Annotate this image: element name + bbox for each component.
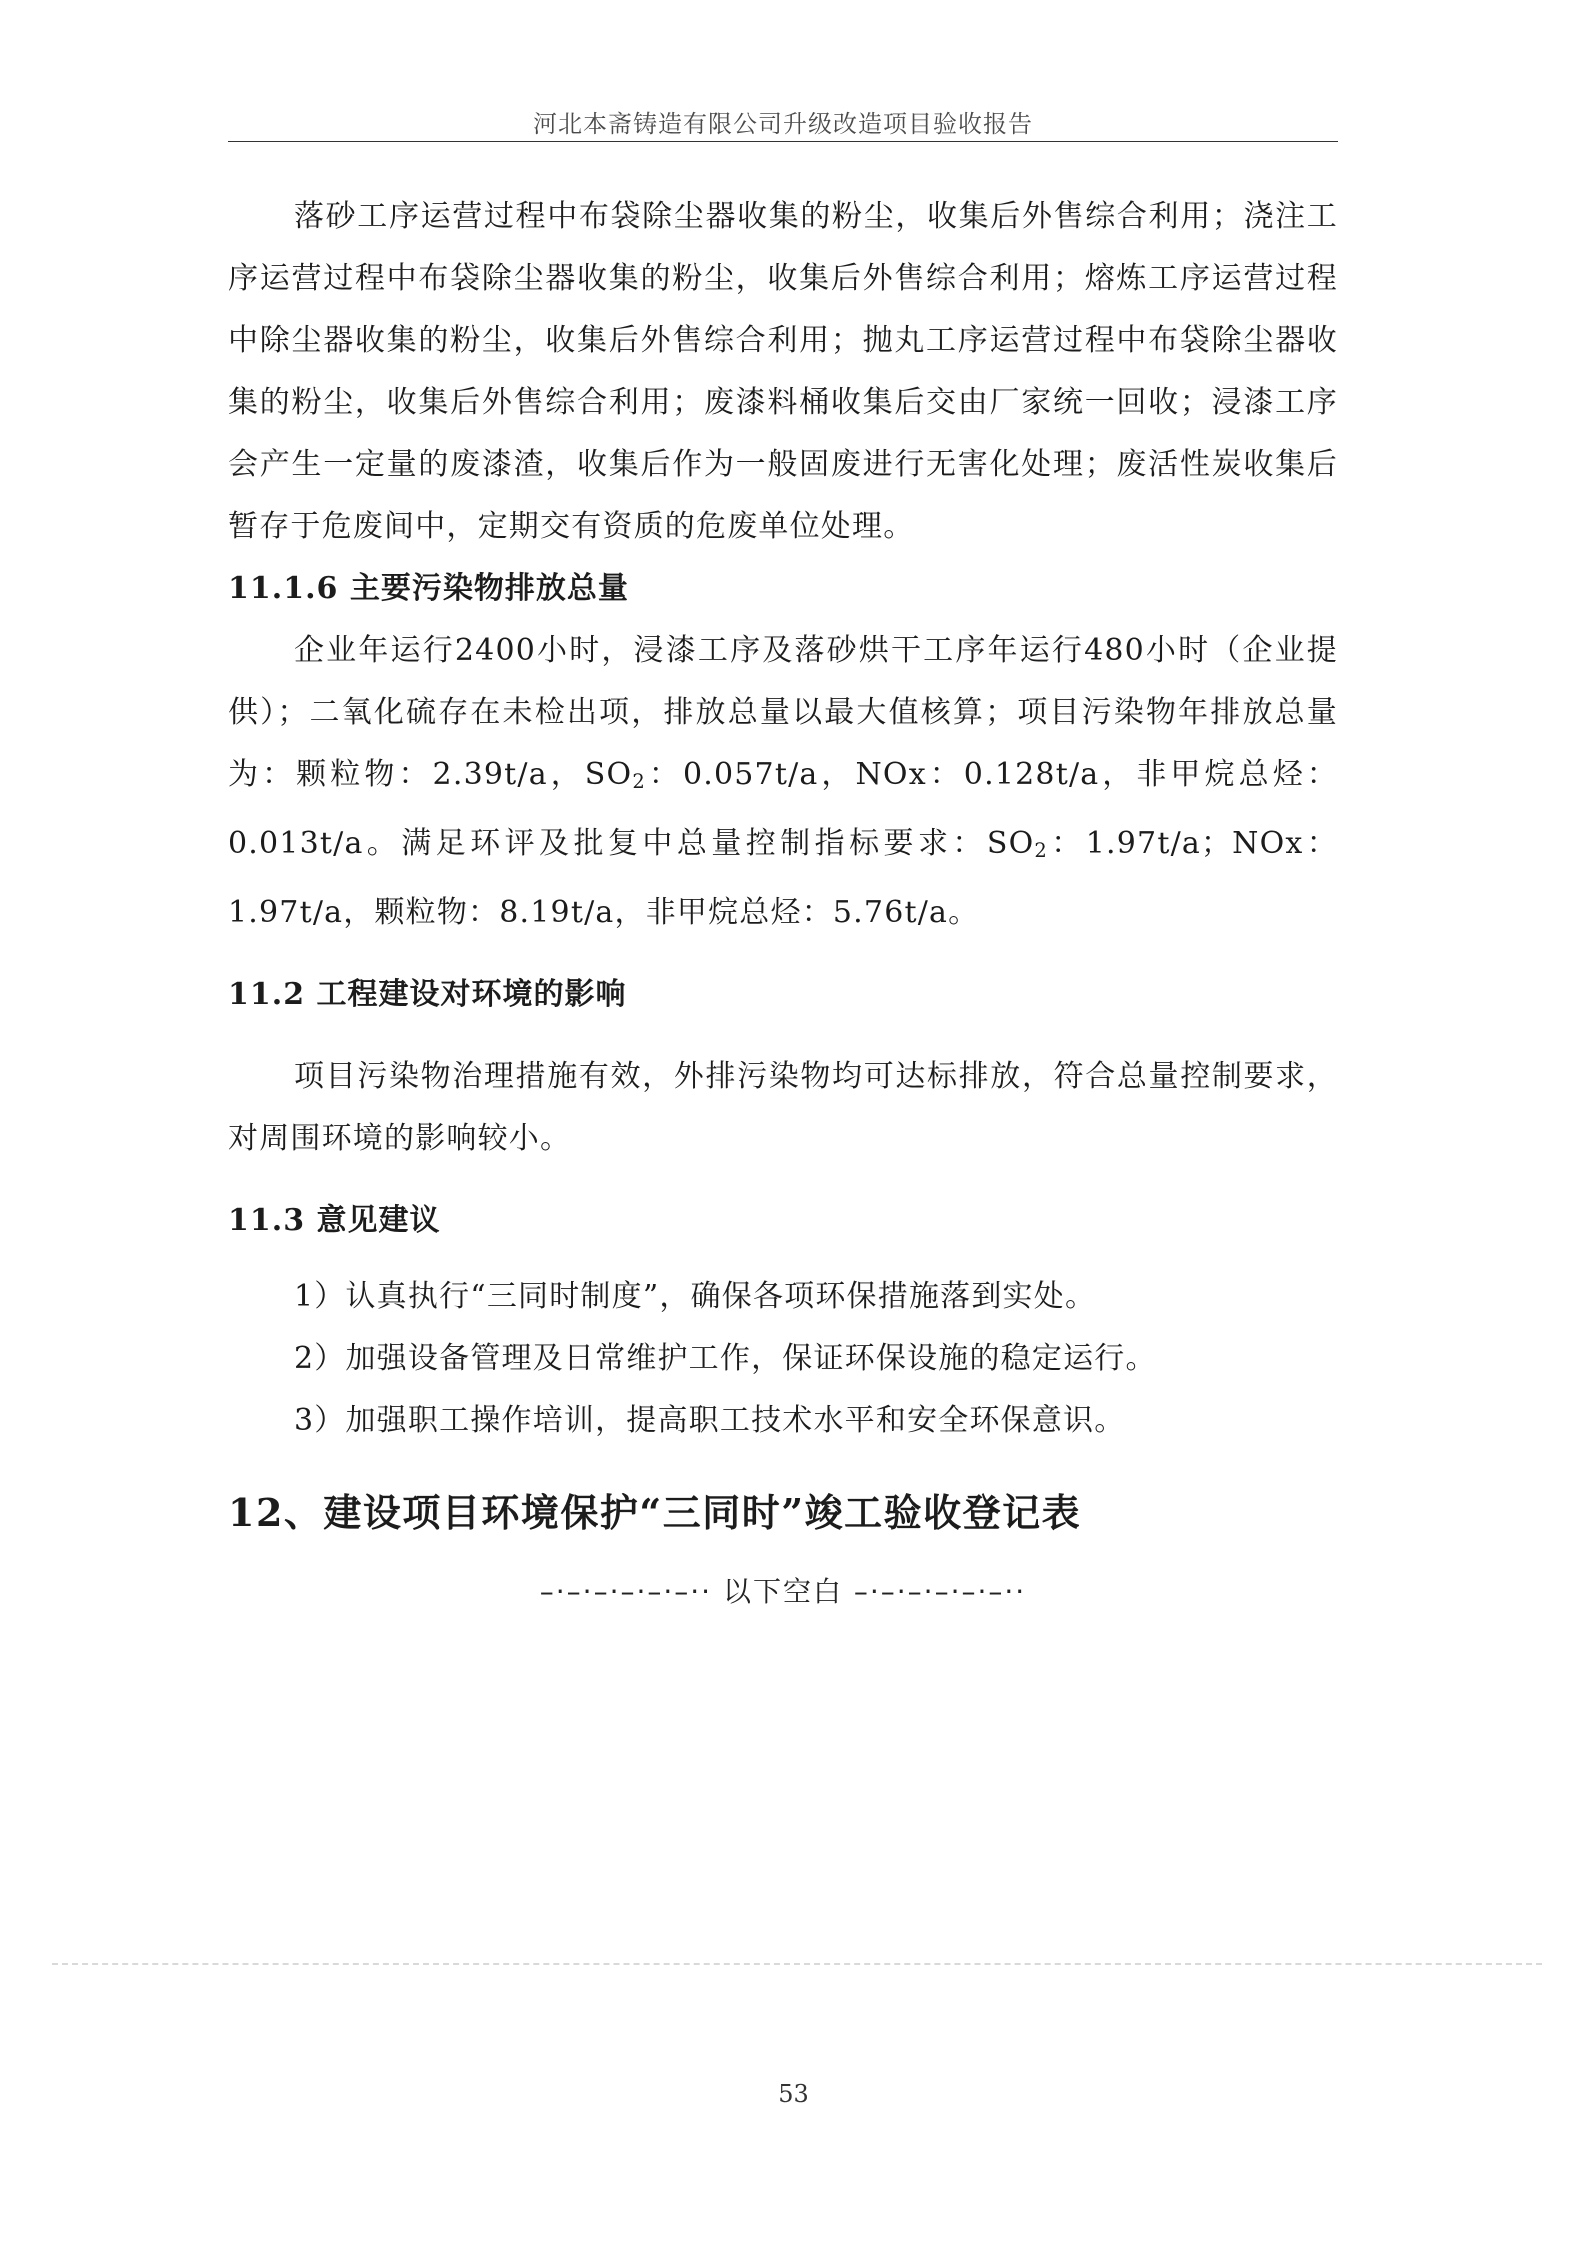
paragraph-emission-totals [228,620,1338,944]
header-rule [228,141,1338,142]
chapter-heading-12: 12、建设项目环境保护“三同时”竣工验收登记表 [228,1489,1082,1535]
section-heading-11-3: 11.3 意见建议 [228,1202,441,1238]
page-number: 53 [778,2080,809,2108]
scan-artifact-line [52,1963,1542,1965]
emission-text-part-1: 企业年运行2400小时，浸漆工序及落砂烘干工序年运行480小时（企业提供）；二氧化硫存在未检出项，排放总量以最大值核算；项目污染物年排放总量为：颗粒物：2.39t/a，SO [228,633,1338,792]
paragraph-solid-waste: 落砂工序运营过程中布袋除尘器收集的粉尘，收集后外售综合利用；浇注工序运营过程中布袋除尘器收集的粉尘，收集后外售综合利用；熔炼工序运营过程中除尘器收集的粉尘，收集后外售综合利用；抛丸工序运营过程中布袋除尘器收集的粉尘，收集后外售综合利用；废漆料桶收集后交由厂家统一回收；浸漆工序会产生一定量的废漆渣，收集后作为一般固废进行无害化处理；废活性炭收集后暂存于危废间中，定期交有资质的危废单位处理。 [228,199,1338,544]
paragraph-environmental-impact: 项目污染物治理措施有效，外排污染物均可达标排放，符合总量控制要求，对周围环境的影响较小。 [228,1058,1338,1156]
blank-below-note: –·–·–·–·–·–·· 以下空白 –·–·–·–·–·–·· [539,1574,1027,1608]
so2-subscript: 2 [632,769,646,793]
emission-text-part-3: ：1.97t/a；NOx：1.97t/a，颗粒物：8.19t/a，非甲烷总烃：5.76t/a。 [228,825,1338,930]
section-heading-11-2: 11.2 工程建设对环境的影响 [228,976,627,1012]
page-content [228,186,1338,1622]
suggestion-item: 2）加强设备管理及日常维护工作，保证环保设施的稳定运行。 [294,1340,1157,1376]
section-heading-11-1-6: 11.1.6 主要污染物排放总量 [228,571,629,606]
so2-subscript: 2 [1034,838,1049,862]
suggestion-item: 3）加强职工操作培训，提高职工技术水平和安全环保意识。 [294,1402,1126,1438]
suggestion-item: 1）认真执行“三同时制度”，确保各项环保措施落到实处。 [294,1278,1097,1314]
running-header: 河北本斋铸造有限公司升级改造项目验收报告 [533,110,1033,138]
emission-text-part-2: ：0.057t/a，NOx：0.128t/a，非甲烷总烃：0.013t/a。满足环评及批复中总量控制指标要求：SO [228,757,1338,861]
